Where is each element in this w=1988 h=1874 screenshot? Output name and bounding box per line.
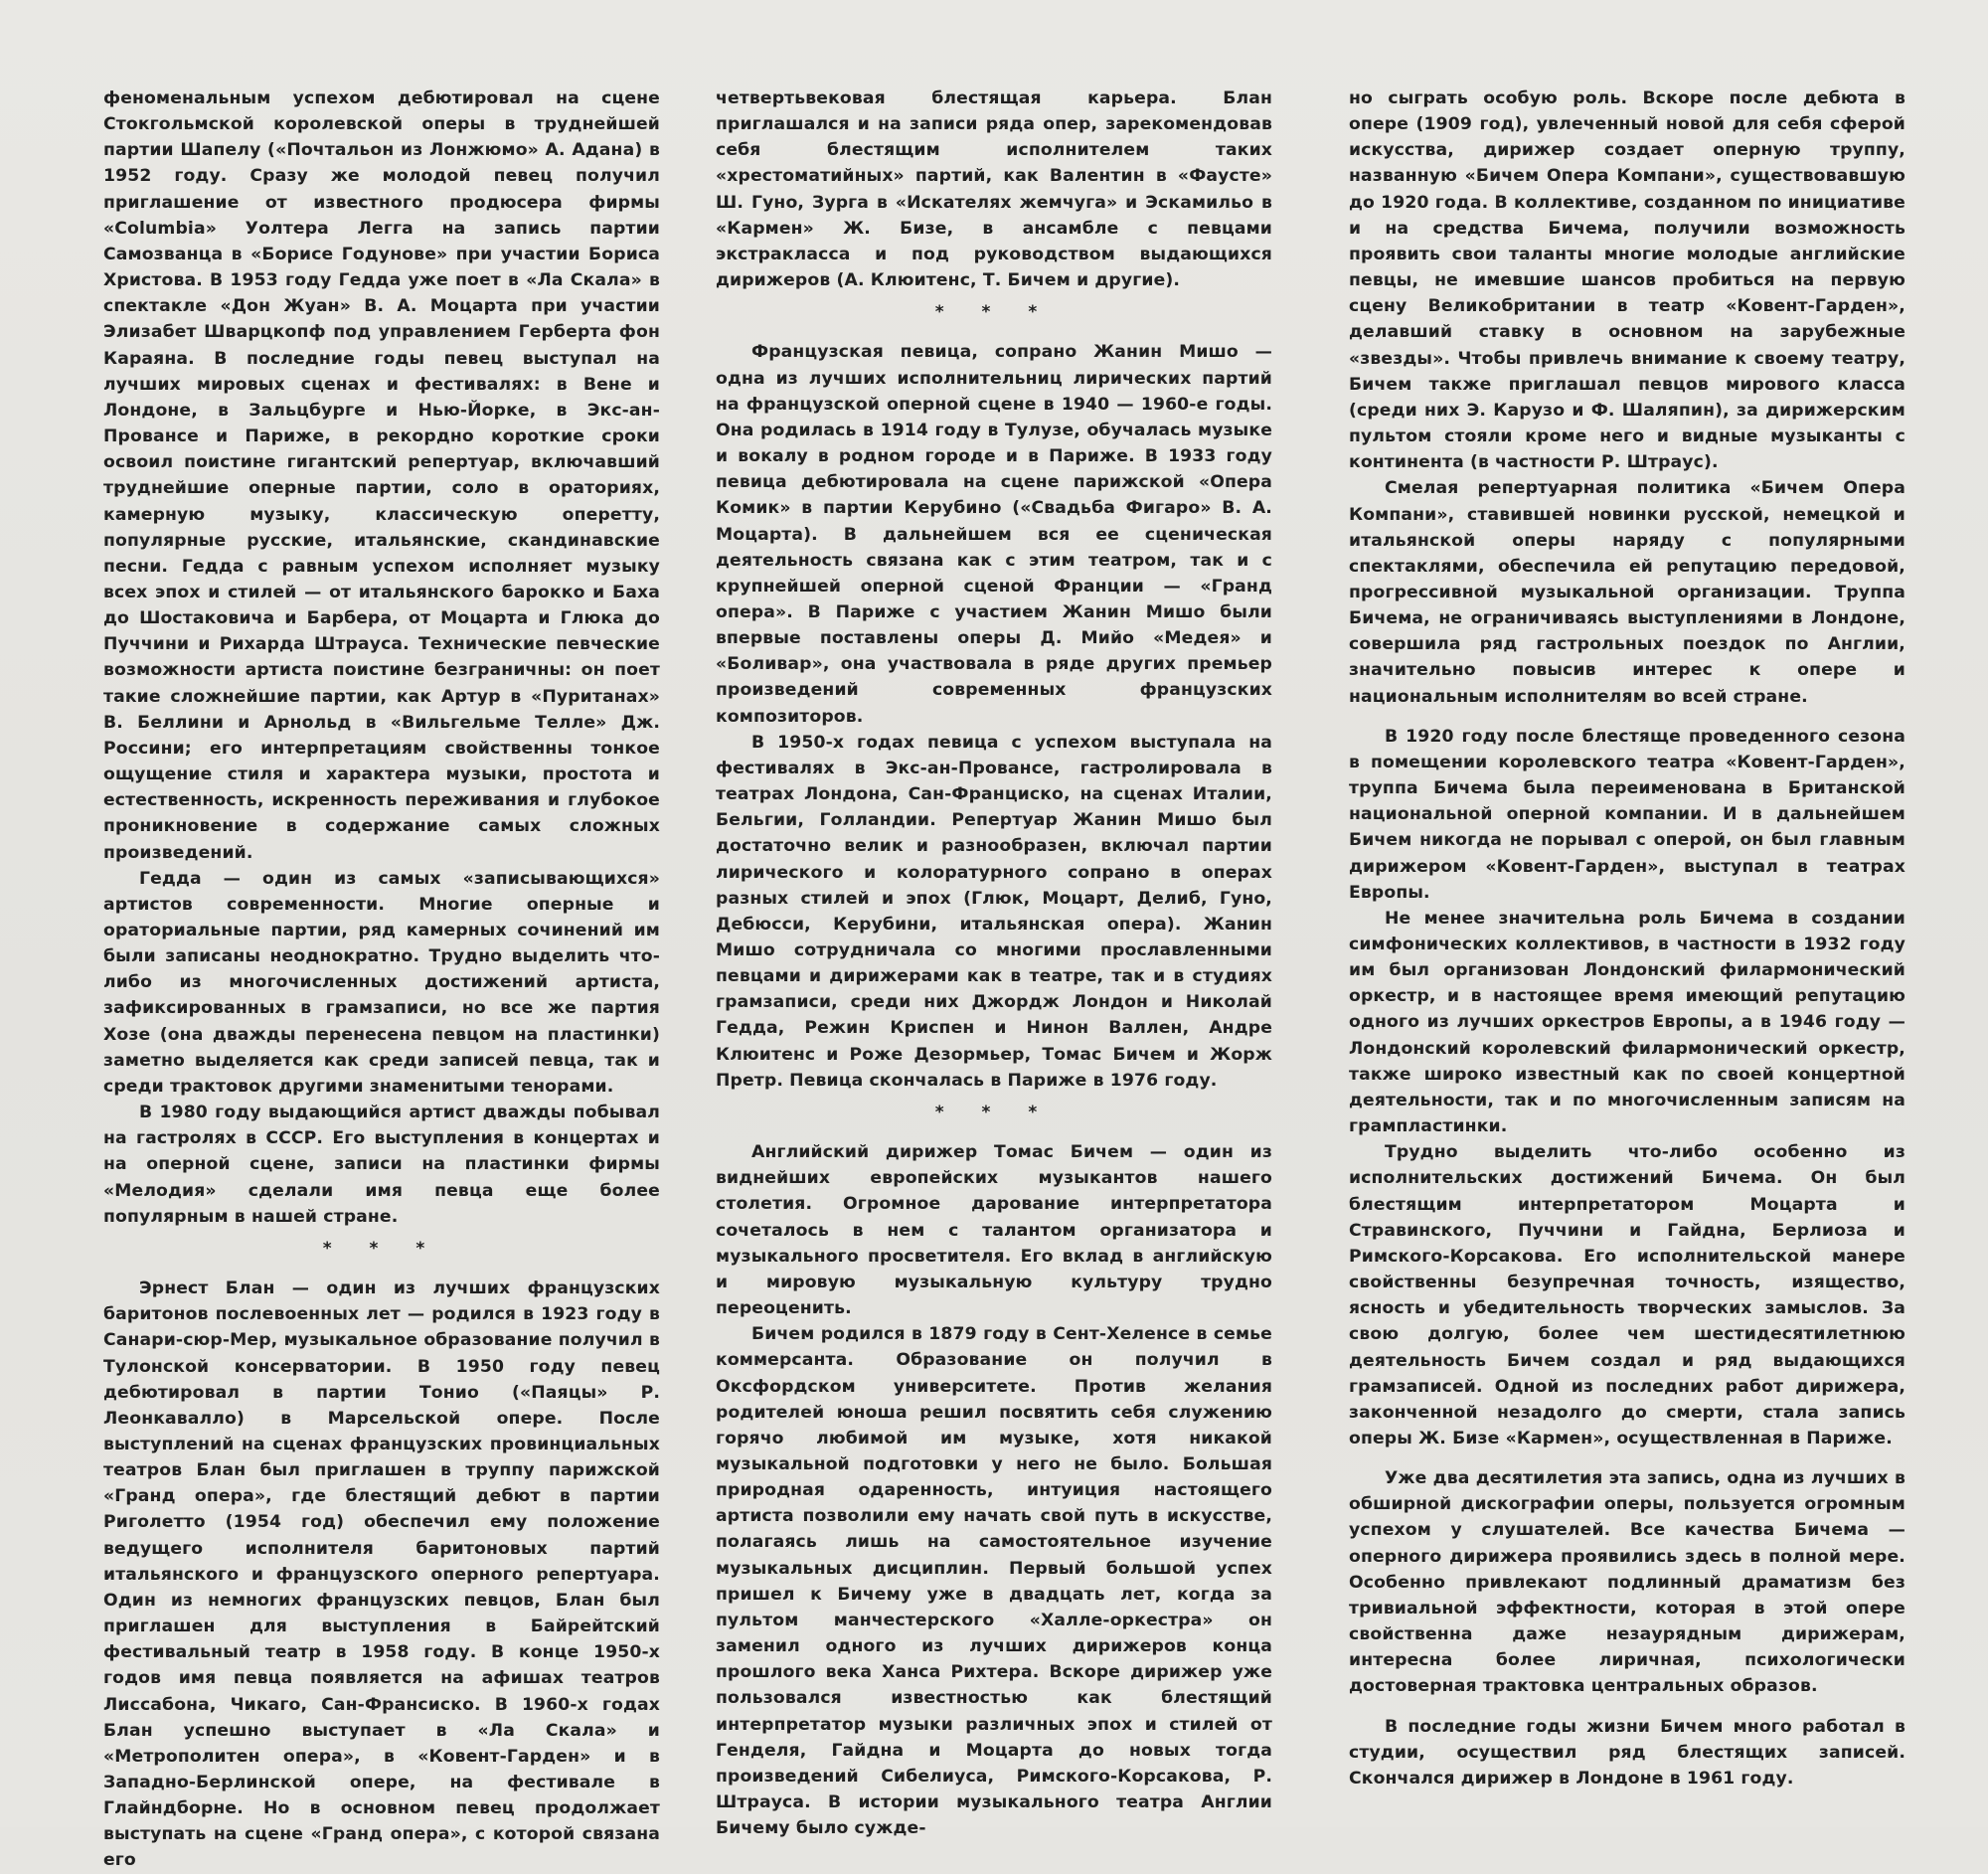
paragraph-carmen-recording: Уже два десятилетия эта запись, одна из лучших в обширной дискографии оперы, пользуется огромным успехом у слушателей. Все качества Бичема — оперного дирижера проявились здесь в полной мере. Особенно привлекают подлинный драматизм без тривиальной эффектности, которая в этой опере свойственна даже незаурядным дирижерам, интересна более лиричная, психологически достоверная трактовка центральных образов. [1349, 1468, 1905, 1697]
paragraph-gedda-career: феноменальным успехом дебютировал на сцене Стокгольмской королевской оперы в труднейшей партии Шапелу («Почтальон из Лонжюмо» А. Адана) в 1952 году. Сразу же молодой певец получил приглашение от известного продюсера фирмы «Columbia» Уолтера Легга на запись партии Самозванца в «Борисе Годунове» при участии Бориса Христова. В 1953 году Гедда уже поет в «Ла Скала» в спектакле «Дон Жуан» В. А. Моцарта при участии Элизабет Шварцкопф под управлением Герберта фон Караяна. В последние годы певец выступал на лучших мировых сценах и фестивалях: в Вене и Лондоне, в Зальцбурге и Нью-Йорке, в Экс-ан-Провансе и Париже, в рекордно короткие сроки освоил поистине гигантский репертуар, включавший труднейшие оперные партии, соло в ораториях, камерную музыку, классическую оперетту, популярные русские, итальянские, скандинавские песни. Гедда с равным успехом исполняет музыку всех эпох и стилей — от итальянского барокко и Баха до Шостаковича и Барбера, от Моцарта и Глюка до Пуччини и Рихарда Штрауса. Технические певческие возможности артиста поистине безграничны: он поет такие сложнейшие партии, как Артур в «Пуританах» В. Беллини и Арнольд в «Вильгельме Телле» Дж. Россини; его интерпретациям свойственны тонкое ощущение стиля и характера музыки, простота и естественность, искренность переживания и глубокое проникновение в содержание самых сложных произведений. [103, 88, 660, 863]
text-column-3 [1349, 85, 1905, 1791]
paragraph-gedda-ussr: В 1980 году выдающийся артист дважды побывал на гастролях в СССР. Его выступления в концертах и на оперной сцене, записи на пластинки фирмы «Мелодия» сделали имя певца еще более популярным в нашей стране. [103, 1103, 660, 1227]
section-separator: * * * [322, 1238, 441, 1259]
paragraph-gedda-recordings: Гедда — один из самых «записывающихся» артистов современности. Многие оперные и ораториальные партии, ряд камерных сочинений им были записаны неоднократно. Трудно выделить что-либо из многочисленных достижений артиста, зафиксированных в грамзаписи, но все же партия Хозе (она дважды перенесена певцом на пластинки) заметно выделяется как среди записей певца, так и среди трактовок другими знаменитыми тенорами. [103, 868, 660, 1097]
paragraph-blanc-continued: четвертьвековая блестящая карьера. Блан приглашался и на записи ряда опер, зарекомендовав себя блестящим исполнителем таких «хрестоматийных» партий, как Валентин в «Фаусте» Ш. Гуно, Зурга в «Искателях жемчуга» и Эскамильо в «Кармен» Ж. Бизе, в ансамбле с певцами экстракласса и под руководством выдающихся дирижеров (А. Клюитенс, Т. Бичем и другие). [716, 88, 1272, 291]
paragraph-beecham-orchestras: Не менее значительна роль Бичема в создании симфонических коллективов, в частности в 1932 году им был организован Лондонский филармонический оркестр, и в настоящее время имеющий репутацию одного из лучших оркестров Европы, а в 1946 году — Лондонский королевский филармонический оркестр, также широко известный как по своей концертной деятельности, так и по многочисленным записям на грампластинки. [1349, 908, 1905, 1137]
paragraph-blanc: Эрнест Блан — один из лучших французских баритонов послевоенных лет — родился в 1923 году в Санари-сюр-Мер, музыкальное образование получил в Тулонской консерватории. В 1950 году певец дебютировал в партии Тонио («Паяцы» Р. Леонкавалло) в Марсельской опере. После выступлений на сценах французских провинциальных театров Блан был приглашен в труппу парижской «Гранд опера», где блестящий дебют в партии Риголетто (1954 год) обеспечил ему положение ведущего исполнителя баритоновых партий итальянского и французского оперного репертуара. Один из немногих французских певцов, Блан был приглашен для выступления в Байрейтский фестивальный театр в 1958 году. В конце 1950-х годов имя певца появляется на афишах театров Лиссабона, Чикаго, Сан-Франсиско. В 1960-х годах Блан успешно выступает в «Ла Скала» и «Метрополитен опера», в «Ковент-Гарден» и в Западно-Берлинской опере, на фестивале в Глайндборне. Но в основном певец продолжает выступать на сцене «Гранд опера», с которой связана его [103, 1278, 660, 1871]
paragraph-micheau-1950s: В 1950-х годах певица с успехом выступала на фестивалях в Экс-ан-Провансе, гастролировала в театрах Лондона, Сан-Франциско, на сценах Италии, Бельгии, Голландии. Репертуар Жанин Мишо был достаточно велик и разнообразен, включал партии лирического и колоратурного сопрано в операх разных стилей и эпох (Глюк, Моцарт, Делиб, Гуно, Дебюсси, Керубини, итальянская опера). Жанин Мишо сотрудничала со многими прославленными певцами и дирижерами как в театре, так и в студиях грамзаписи, среди них Джордж Лондон и Николай Гедда, Режин Криспен и Нинон Валлен, Андре Клюитенс и Роже Дезормьер, Томас Бичем и Жорж Претр. Певица скончалась в Париже в 1976 году. [716, 732, 1272, 1091]
paragraph-micheau: Французская певица, сопрано Жанин Мишо — одна из лучших исполнительниц лирических партий на французской оперной сцене в 1940 — 1960-е годы. Она родилась в 1914 году в Тулузе, обучалась музыке и вокалу в родном городе и в Париже. В 1933 году певица дебютировала на сцене парижской «Опера Комик» в партии Керубино («Свадьба Фигаро» В. А. Моцарта). В дальнейшем вся ее сценическая деятельность связана как с этим театром, так и с крупнейшей оперной сценой Франции — «Гранд опера». В Париже с участием Жанин Мишо были впервые поставлены оперы Д. Мийо «Медея» и «Боливар», она участвовала в ряде других премьер произведений современных французских композиторов. [716, 342, 1272, 727]
paragraph-beecham-opera-company: но сыграть особую роль. Вскоре после дебюта в опере (1909 год), увлеченный новой для себя сферой искусства, дирижер создает оперную труппу, названную «Бичем Опера Компани», существовавшую до 1920 года. В коллективе, созданном по инициативе и на средства Бичема, получили возможность проявить свои таланты многие молодые английские певцы, не имевшие шансов пробиться на первую сцену Великобритании в театр «Ковент-Гарден», делавший ставку в основном на зарубежные «звезды». Чтобы привлечь внимание к своему театру, Бичем также приглашал певцов мирового класса (среди них Э. Карузо и Ф. Шаляпин), за дирижерским пультом стояли кроме него и видные музыканты с континента (в частности Р. Штраус). [1349, 88, 1905, 473]
paragraph-beecham-1920: В 1920 году после блестяще проведенного сезона в помещении королевского театра «Ковент-Гарден», труппа Бичема была переименована в Британской национальной оперной компании. И в дальнейшем Бичем никогда не порывал с оперой, он был главным дирижером «Ковент-Гарден», выступал в театрах Европы. [1349, 726, 1905, 903]
paragraph-beecham-repertoire: Смелая репертуарная политика «Бичем Опера Компани», ставившей новинки русской, немецкой и итальянской оперы наряду с популярными спектаклями, обеспечила ей репутацию передовой, прогрессивной музыкальной организации. Труппа Бичема, не ограничиваясь выступлениями в Лондоне, совершила ряд гастрольных поездок по Англии, значительно повысив интерес к опере и национальным исполнителям во всей стране. [1349, 478, 1905, 707]
paragraph-beecham-early: Бичем родился в 1879 году в Сент-Хеленсе в семье коммерсанта. Образование он получил в Оксфордском университете. Против желания родителей юноша решил посвятить себя служению горячо любимой им музыке, хотя никакой музыкальной подготовки у него не было. Большая природная одаренность, интуиция настоящего артиста позволили ему начать свой путь в искусстве, полагаясь лишь на самостоятельное изучение музыкальных дисциплин. Первый большой успех пришел к Бичему уже в двадцать лет, когда за пультом манчестерского «Халле-оркестра» он заменил одного из лучших дирижеров конца прошлого века Ханса Рихтера. Вскоре дирижер уже пользовался известностью как блестящий интерпретатор музыки различных эпох и стилей от Генделя, Гайдна и Моцарта до новых тогда произведений Сибелиуса, Римского-Корсакова, Р. Штрауса. В истории музыкального театра Англии Бичему было сужде- [716, 1324, 1272, 1839]
paragraph-beecham-last-years: В последние годы жизни Бичем много работал в студии, осуществил ряд блестящих записей. Скончался дирижер в Лондоне в 1961 году. [1349, 1716, 1905, 1789]
paragraph-beecham-intro: Английский дирижер Томас Бичем — один из виднейших европейских музыкантов нашего столетия. Огромное дарование интерпретатора сочеталось в нем с талантом организатора и музыкального просветителя. Его вклад в английскую и мировую музыкальную культуру трудно переоценить. [716, 1142, 1272, 1319]
section-separator: * * * [934, 302, 1054, 323]
section-separator: * * * [934, 1102, 1054, 1122]
paragraph-beecham-achievements: Трудно выделить что-либо особенно из исполнительских достижений Бичема. Он был блестящим интерпретатором Моцарта и Стравинского, Пуччини и Гайдна, Берлиоза и Римского-Корсакова. Его исполнительской манере свойственны безупречная точность, изящество, ясность и убедительность творческих замыслов. За свою долгую, более чем шестидесятилетнюю деятельность Бичем создал и ряд выдающихся грамзаписей. Одной из последних работ дирижера, законченной незадолго до смерти, стала запись оперы Ж. Бизе «Кармен», осуществленная в Париже. [1349, 1142, 1905, 1448]
text-column-1 [103, 85, 660, 1874]
text-column-2 [716, 85, 1272, 1841]
